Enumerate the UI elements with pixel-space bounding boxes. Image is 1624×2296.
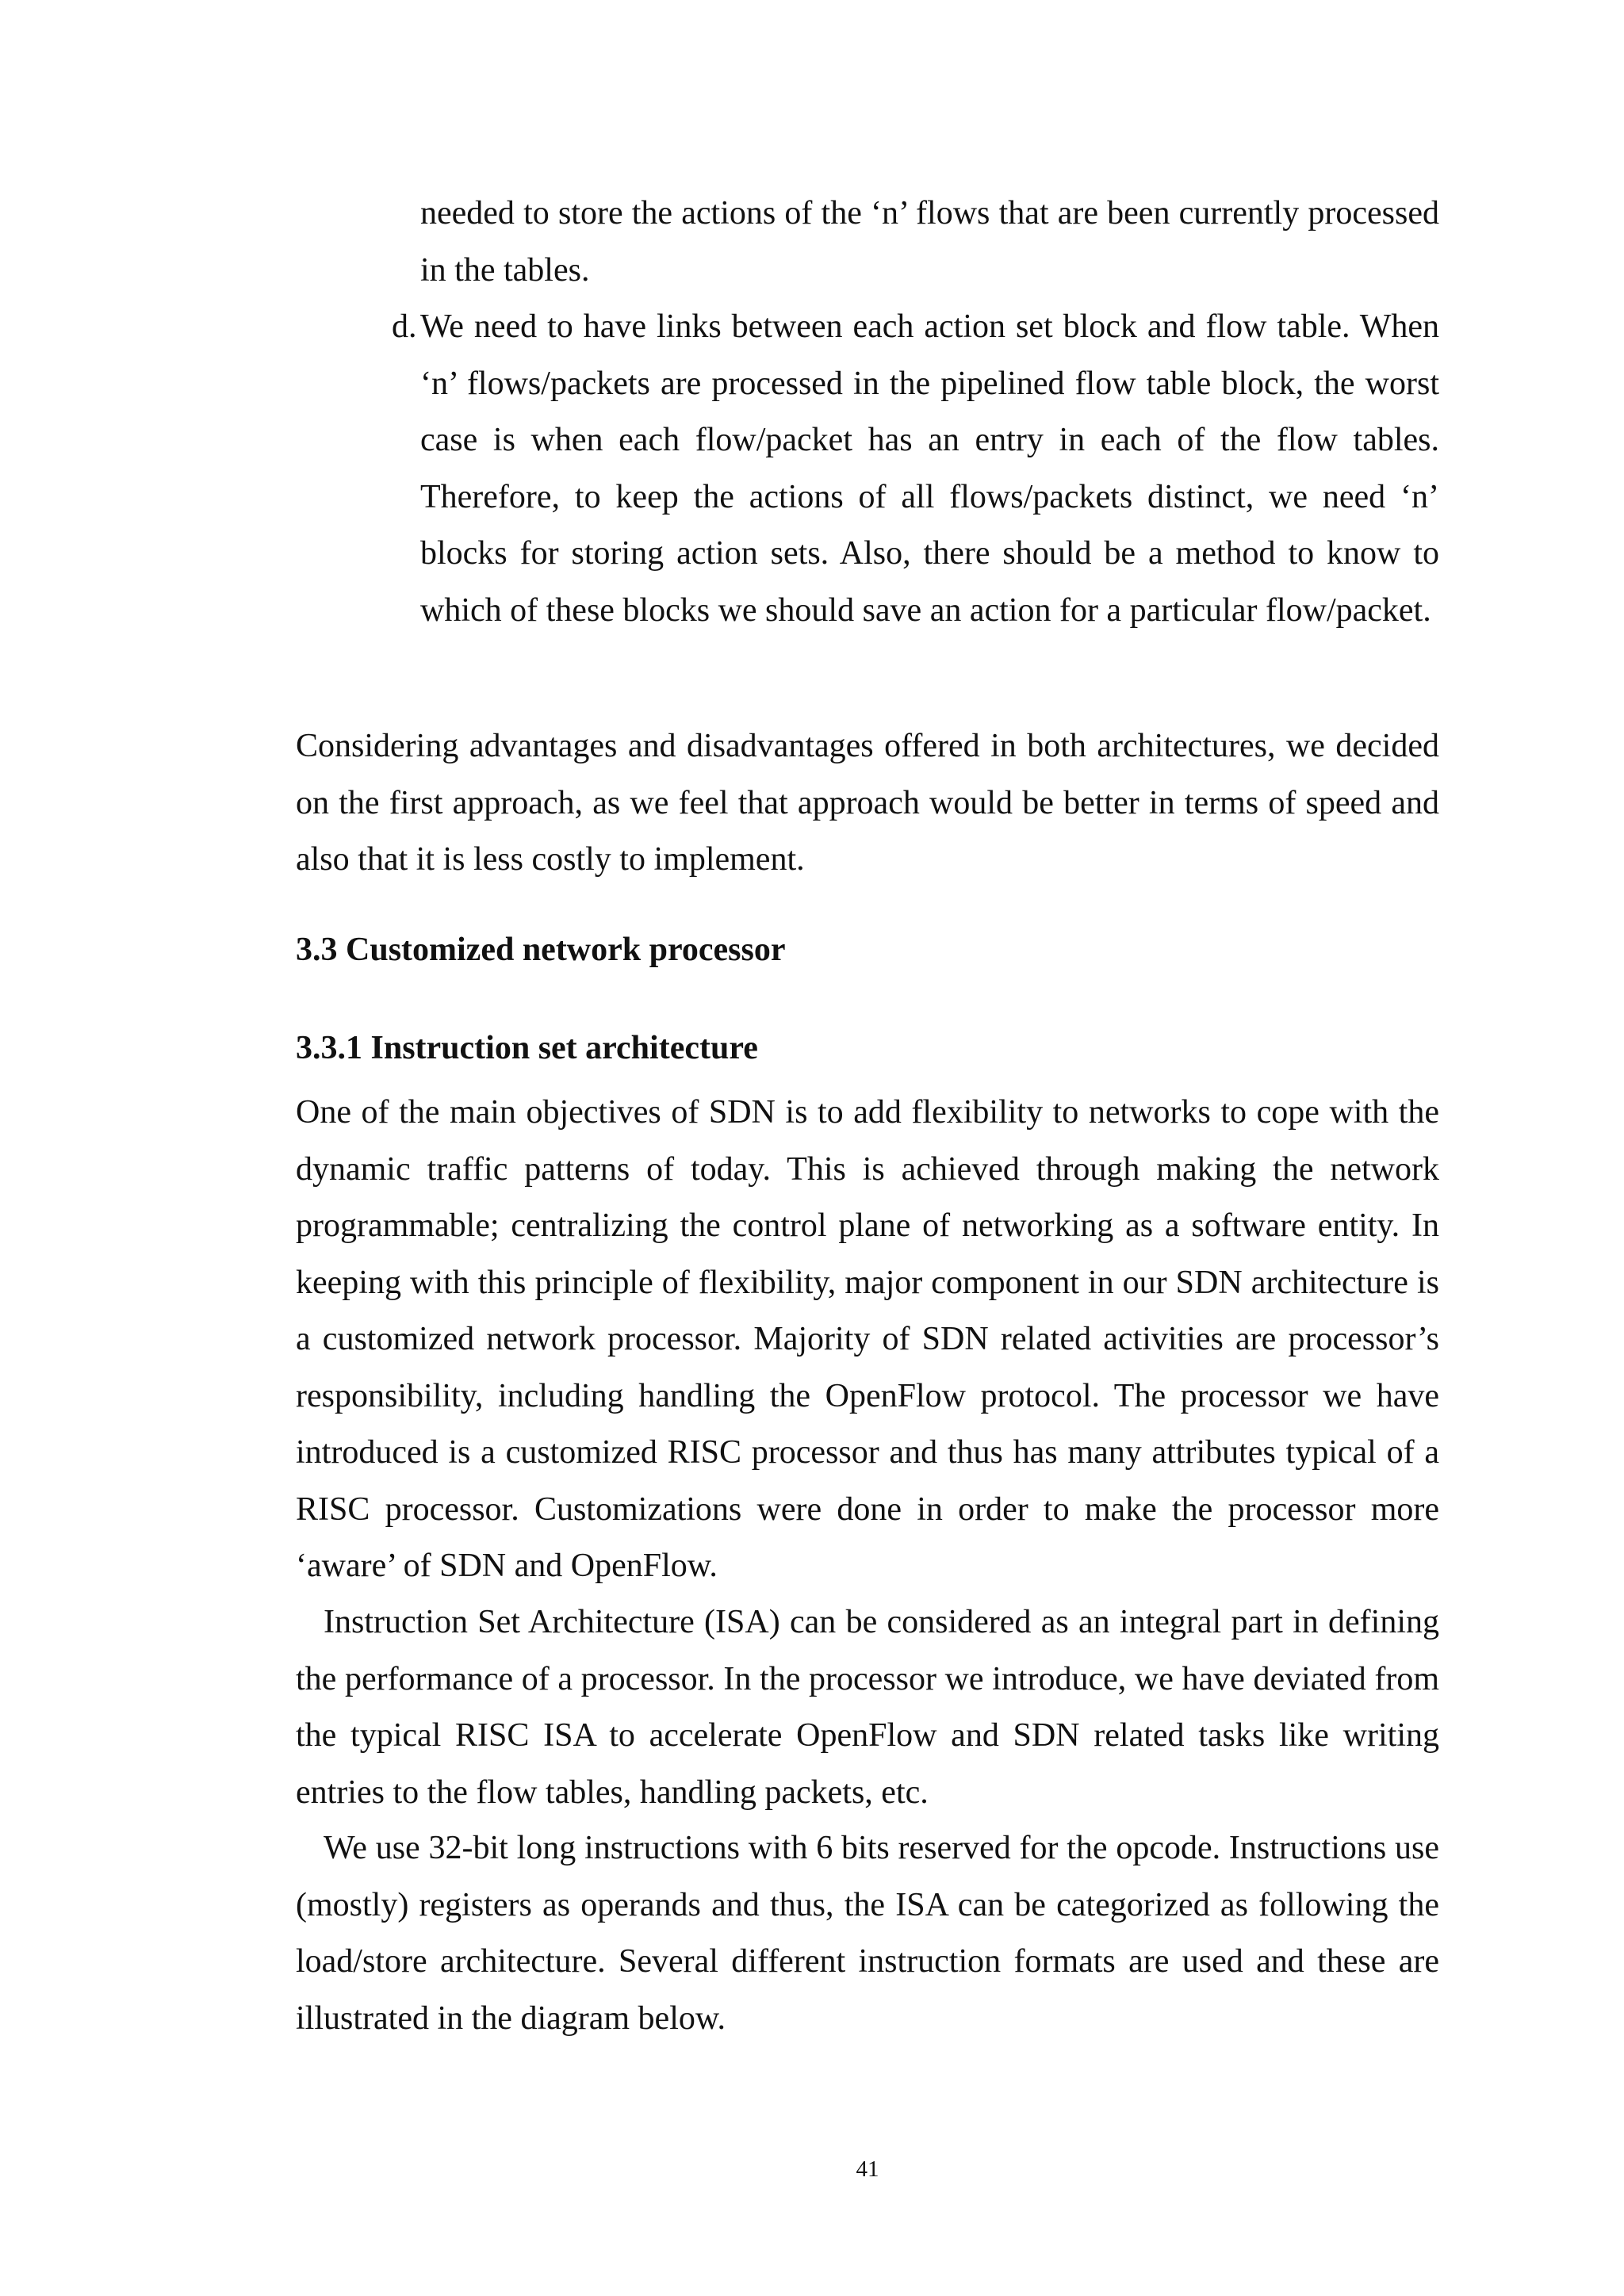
- list-item-continuation: needed to store the actions of the ‘n’ flows that are been currently processed in the tables.: [420, 195, 1439, 289]
- list-marker: d.: [392, 308, 417, 345]
- paragraph-isa-intro: One of the main objectives of SDN is to add flexibility to networks to cope with the dynamic traffic patterns of today. This is achieved through making the network programmable; centralizing the control plane of networking as a software entity. In keeping with this principle of flexibility, major component in our SDN architecture is a customized network processor. Majority of SDN related activities are processor’s responsibility, including handling the OpenFlow protocol. The processor we have introduced is a customized RISC processor and thus has many attributes typical of a RISC processor. Customizations were done in order to make the processor more ‘aware’ of SDN and OpenFlow.: [296, 1094, 1439, 1584]
- list-item-d: [392, 299, 1439, 639]
- paragraph-considering: Considering advantages and disadvantages offered in both architectures, we decided on the first approach, as we feel that approach would be better in terms of speed and also that it is less costly to implement.: [296, 728, 1439, 878]
- section-heading: 3.3 Customized network processor: [296, 932, 786, 968]
- list-item-text: We need to have links between each action set block and flow table. When ‘n’ flows/packets are processed in the pipelined flow table block, the worst case is when each flow/packet has an entry in each of the flow tables. Therefore, to keep the actions of all flows/packets distinct, we need ‘n’ blocks for storing action sets. Also, there should be a method to know to which of these blocks we should save an action for a particular flow/packet.: [420, 308, 1439, 629]
- paragraph-isa-performance: Instruction Set Architecture (ISA) can be considered as an integral part in defining the performance of a processor. In the processor we introduce, we have deviated from the typical RISC ISA to accelerate OpenFlow and SDN related tasks like writing entries to the flow tables, handling packets, etc.: [296, 1604, 1439, 1811]
- subsection-heading: 3.3.1 Instruction set architecture: [296, 1030, 758, 1066]
- page-number: 41: [856, 2156, 879, 2182]
- paragraph-isa-format: We use 32-bit long instructions with 6 bits reserved for the opcode. Instructions use (mostly) registers as operands and thus, the ISA can be categorized as following the load/store architecture. Several different instruction formats are used and these are illustrated in the diagram below.: [296, 1830, 1439, 2037]
